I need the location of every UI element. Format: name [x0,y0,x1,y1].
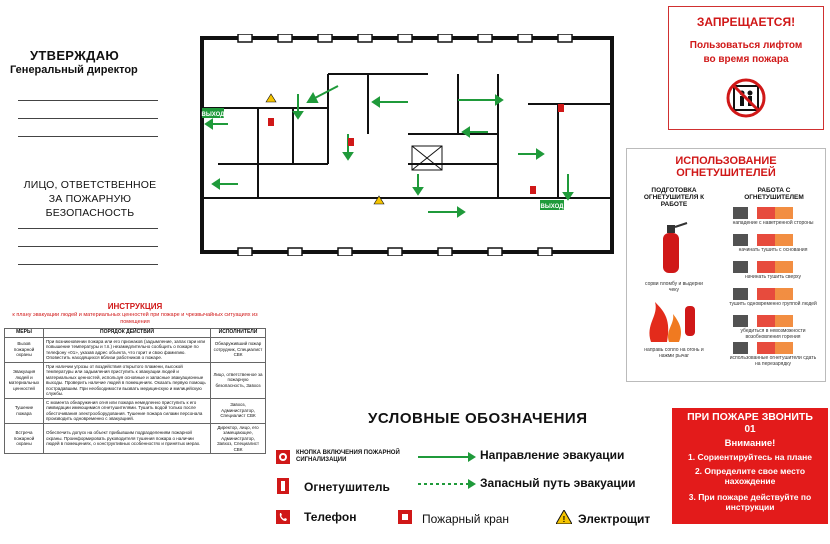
responsible-line-1: ЛИЦО, ОТВЕТСТВЕННОЕ [23,179,157,191]
exit-label-right: ВЫХОД [540,204,564,210]
call-line-1: ПРИ ПОЖАРЕ ЗВОНИТЬ [687,411,813,423]
call-number: 01 [744,424,756,435]
ban-title: ЗАПРЕЩАЕТСЯ! [696,15,796,29]
signature-line [18,264,158,265]
call-item-1: 1. Сориентируйтесь на плане [688,452,812,462]
work-step-icon [733,234,793,246]
legend-spare-route: Запасный путь эвакуации [480,476,636,490]
action-cell: Обеспечить допуск на объект прибывшим подразделениям пожарной охраны. Проинформировать руководителя тушения пожара о наличии людей в помещениях, о конструктивных особенностях и принятых мерах. [44,423,211,454]
executor-cell: Завхоз, Администратор, Специалист СВК [211,398,266,423]
instruction-subtitle: к плану эвакуации людей и материальных ценностей при пожаре и чрезвычайных ситуациях из помещения [12,312,258,325]
work-step-icon [733,315,793,327]
header-executors: ИСПОЛНИТЕЛИ [211,329,266,338]
floor-plan [198,34,618,256]
legend-phone: Телефон [304,510,357,524]
legend-hydrant: Пожарный кран [422,512,510,526]
measure-cell: Эвакуация людей и материальных ценностей [5,362,44,398]
instruction-table [4,328,266,454]
executor-cell: Лицо, ответственное за пожарную безопасность, Завхоз [211,362,266,398]
table-row [5,423,266,454]
call-item-3: 3. При пожаре действуйте по инструкции [688,492,812,512]
call-attention: Внимание! [724,438,776,449]
approval-subtitle: Генеральный директор [10,64,138,76]
measure-cell: Тушение пожара [5,398,44,423]
work-step [727,340,819,367]
work-step [727,232,819,259]
table-row [5,337,266,362]
signature-line [18,228,158,229]
action-cell: С момента обнаружения огня или пожара немедленно приступить к его ликвидации имеющимися огнетушителями. Тушить водой только после обесточивания электрооборудования. Тушение пожара силами персонала производить одновременно с эвакуацией. [44,398,211,423]
exit-label-left: ВЫХОД [201,112,225,118]
responsible-person-heading [10,178,170,220]
signature-line [18,100,158,101]
ban-text-line-2: во время пожара [703,54,789,65]
spare-route-arrow-icon [418,478,476,490]
plan-inner-walls [202,74,612,198]
evac-route-arrow-icon [418,451,476,463]
svg-text:!: ! [562,515,566,524]
action-cell: При возникновении пожара или его признаков (задымление, запах гари или повышение температуры и т.п.) незамедлительно сообщить о пожаре по телефону «01», указав адрес объекта, что горит и свою фамилию. Оповестить находящихся вблизи работников о пожаре. [44,337,211,362]
legend-evac-route: Направление эвакуации [480,448,625,462]
electric-panel-icon [266,94,276,102]
responsible-line-2: ЗА ПОЖАРНУЮ БЕЗОПАСНОСТЬ [45,193,135,219]
work-step-caption: начинать тушить сверху [744,274,802,280]
work-step-icon [733,207,793,219]
legend-title: УСЛОВНЫЕ ОБОЗНАЧЕНИЯ [368,410,588,427]
windows [238,34,572,256]
work-step-caption: начинать тушить с основания [738,247,808,253]
executor-cell: Обнаруживший пожар сотрудник, Специалист СВК [211,337,266,362]
extinguisher-heading-2: ОГНЕТУШИТЕЛЕЙ [676,167,776,179]
fire-icon [641,294,705,344]
work-step-caption: тушить одновременно группой людей [729,301,817,307]
extinguisher-usage-panel [626,148,826,382]
work-step-icon [733,342,793,354]
extinguisher-legend-icon [277,478,289,494]
measure-cell: Встреча пожарной охраны [5,423,44,454]
work-column-title: РАБОТА С ОГНЕТУШИТЕЛЕМ [744,187,804,201]
legend-alarm-button: КНОПКА ВКЛЮЧЕНИЯ ПОЖАРНОЙ СИГНАЛИЗАЦИИ [296,450,400,463]
signature-line [18,118,158,119]
signature-line [18,246,158,247]
table-row [5,362,266,398]
work-step-icon [733,261,793,273]
extinguisher-icon [653,219,693,279]
work-steps-list [727,205,819,367]
ban-text-line-1: Пользоваться лифтом [689,40,803,51]
approval-title: УТВЕРЖДАЮ [30,48,120,63]
prep-column-title: ПОДГОТОВКА ОГНЕТУШИТЕЛЯ К РАБОТЕ [643,187,705,208]
evacuation-arrows [206,86,572,216]
electric-panel-legend-icon [556,510,572,524]
alarm-button-icon [276,450,290,464]
phone-icon [276,510,290,524]
exit-signs [202,108,565,210]
measure-cell: Вызов пожарной охраны [5,337,44,362]
fire-hydrant-icon [398,510,412,524]
action-cell: При наличии угрозы от воздействия открытого пламени, высокой температуры или задымления приступить к эвакуации людей и материальных ценностей, используя основные и запасные эвакуационные выходы. Проверить наличие людей в помещениях. Оказать первую помощь пострадавшим. При необходимости вызвать медицинскую и милицейскую службы. [44,362,211,398]
fire-call-box [672,408,828,524]
table-row [5,398,266,423]
stairs [412,146,442,170]
signature-line [18,136,158,137]
work-step [727,259,819,286]
work-step-caption: нападение с наветренной стороны [732,220,814,226]
extinguisher-heading-1: ИСПОЛЬЗОВАНИЕ [675,155,777,167]
call-item-2: 2. Определите свое место нахождение [694,466,806,486]
legend-electric: Электрощит [578,512,651,526]
no-elevator-icon [725,77,767,119]
elevator-ban-sign [668,6,824,130]
work-step-caption: использованные огнетушители сдать на перезарядку [729,355,817,367]
work-step-icon [733,288,793,300]
instruction-panel [0,300,270,544]
prep-caption-1: сорви пломбу и выдерни чеку [645,281,703,293]
header-measures: МЕРЫ [5,329,44,338]
executor-cell: Директор, лицо, его замещающее, Администратор, Завхоз, Специалист СВК [211,423,266,454]
work-step [727,286,819,313]
work-step-caption: убедиться в невозможности возобновления горения [740,328,806,340]
instruction-title: ИНСТРУКЦИЯ [107,302,163,311]
legend-extinguisher: Огнетушитель [304,480,390,494]
plan-walls [202,38,612,252]
header-actions: ПОРЯДОК ДЕЙСТВИЙ [44,329,211,338]
prep-caption-2: направь сопло на огонь и нажми рычаг [644,347,704,359]
work-step [727,313,819,340]
work-step [727,205,819,232]
